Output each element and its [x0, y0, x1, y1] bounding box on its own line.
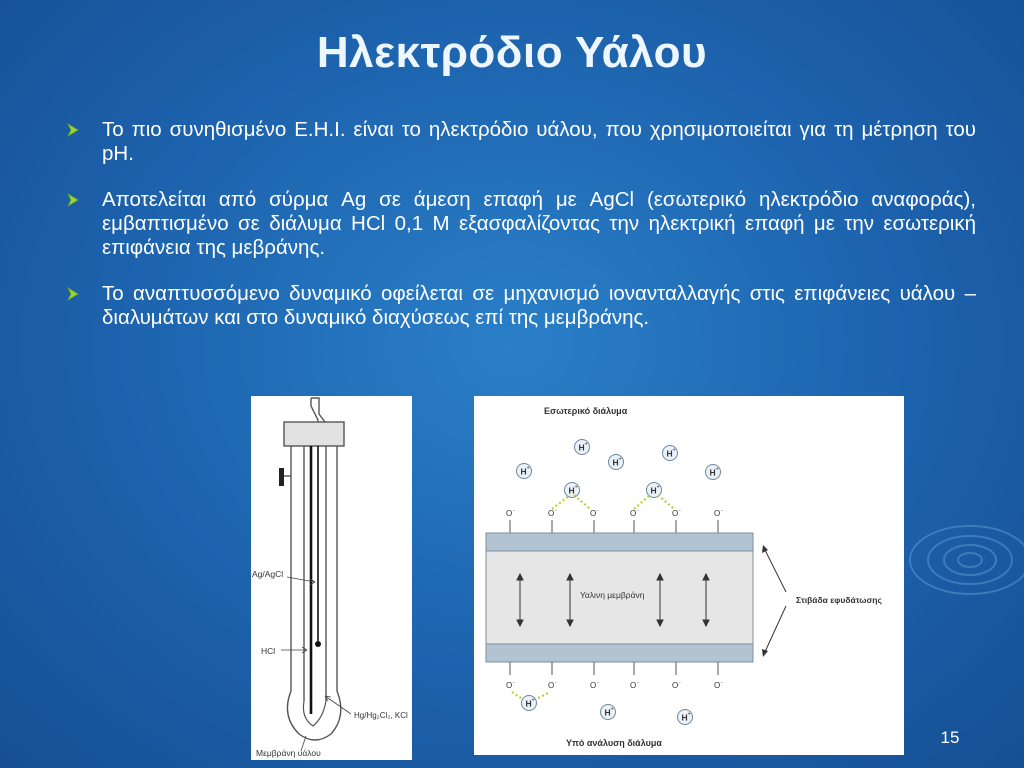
label-hcl: HCl [261, 646, 276, 656]
page-number: 15 [940, 728, 960, 747]
bullet-item [62, 188, 976, 260]
label-glass-membrane-layer: Υαλινη μεμβράνη [580, 590, 645, 600]
oxygen-ion-text: O [548, 681, 555, 690]
label-hydration-layer: Στιβάδα εφυδάτωσης [796, 595, 882, 605]
svg-text:-: - [721, 508, 723, 514]
oxygen-ion-text: O [714, 509, 721, 518]
svg-text:-: - [721, 680, 723, 686]
hydrogen-ion-icon [565, 483, 580, 498]
hydrogen-ion-icon [601, 705, 616, 720]
svg-text:-: - [597, 508, 599, 514]
hydrogen-ion-icon [706, 465, 721, 480]
label-external-solution: Υπό ανάλυση διάλυμα [566, 738, 662, 748]
oxygen-ion-text: O [630, 681, 637, 690]
svg-text:-: - [637, 680, 639, 686]
oxygen-ion-text: O [506, 681, 513, 690]
svg-text:-: - [555, 680, 557, 686]
hydrogen-ion-icon [663, 446, 678, 461]
bullet-list [62, 118, 976, 352]
arrow-bullet-icon [66, 193, 80, 207]
svg-text:-: - [597, 680, 599, 686]
bullet-text: Αποτελείται από σύρμα Ag σε άμεση επαφή με AgCl (εσωτερικό ηλεκτρόδιο αναφοράς), εμβαπτισμένο σε διάλυμα HCl 0,1 M εξασφαλίζοντας την ηλεκτρική επαφή με την εσωτερική επιφάνεια της μεβράνης. [102, 188, 976, 259]
svg-text:-: - [679, 508, 681, 514]
bullet-text: Το αναπτυσσόμενο δυναμικό οφείλεται σε μηχανισμό ιονανταλλαγής στις επιφάνειες υάλου – διαλυμάτων και στο δυναμικό διαχύσεως επί της μεμβράνης. [102, 282, 976, 329]
hydrogen-ion-icon [678, 710, 693, 725]
oxygen-ion-text: O [672, 509, 679, 518]
oxygen-ion-text: O [590, 681, 597, 690]
arrow-bullet-icon [66, 123, 80, 137]
slide-title: Ηλεκτρόδιο Υάλου [316, 28, 708, 77]
water-ripple-decoration [890, 500, 1024, 620]
glass-electrode-diagram [251, 396, 412, 760]
hydrogen-ion-icon [522, 696, 537, 711]
bullet-item [62, 118, 976, 166]
oxygen-ion-text: O [630, 509, 637, 518]
arrow-bullet-icon [66, 287, 80, 301]
label-glass-membrane: Μεμβράνη υάλου [256, 748, 321, 758]
membrane-ion-exchange-diagram: H + Εσωτερικό διάλυμα O - O - O - O - O - O - Υαλινη μεμβράνη Στιβάδα εφυδάτωσης O - O - O - O - O - O - Υπό ανάλυση διάλυμα [474, 396, 904, 755]
label-ag-agcl: Ag/AgCl [252, 569, 284, 579]
hydrogen-ion-icon [609, 455, 624, 470]
oxygen-ion-text: O [714, 681, 721, 690]
oxygen-ion-text: O [590, 509, 597, 518]
svg-text:-: - [513, 680, 515, 686]
oxygen-ion-text: O [548, 509, 555, 518]
bullet-text: Το πιο συνηθισμένο Ε.Η.Ι. είναι το ηλεκτρόδιο υάλου, που χρησιμοποιείται για τη μέτρηση του pH. [102, 118, 976, 165]
oxygen-ion-text: O [672, 681, 679, 690]
svg-text:-: - [555, 508, 557, 514]
svg-text:-: - [679, 680, 681, 686]
bullet-item [62, 282, 976, 330]
label-internal-solution: Εσωτερικό διάλυμα [544, 406, 628, 416]
svg-text:-: - [513, 508, 515, 514]
label-hg-hg2cl2-kcl: Hg/Hg₂Cl₂, KCl [354, 711, 408, 720]
hydrogen-ion-icon [575, 440, 590, 455]
oxygen-ion-text: O [506, 509, 513, 518]
svg-text:-: - [637, 508, 639, 514]
hydrogen-ion-icon [517, 464, 532, 479]
